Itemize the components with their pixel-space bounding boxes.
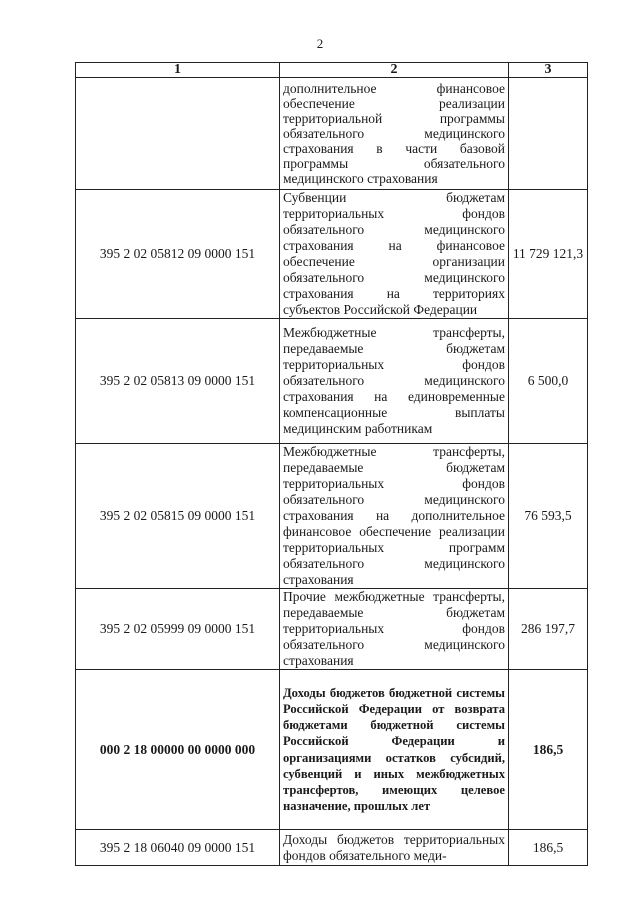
row-code: 395 2 18 06040 09 0000 151 — [76, 830, 280, 866]
column-header-amount: 3 — [509, 63, 588, 78]
table-header-row — [76, 63, 588, 78]
row-code: 395 2 02 05999 09 0000 151 — [76, 589, 280, 670]
row-amount: 186,5 — [509, 670, 588, 830]
row-amount — [509, 78, 588, 190]
row-amount: 286 197,7 — [509, 589, 588, 670]
row-code: 395 2 02 05812 09 0000 151 — [76, 190, 280, 319]
row-code: 395 2 02 05813 09 0000 151 — [76, 319, 280, 444]
row-description: Прочие межбюджетные трансферты, передаваемые бюджетам территориальных фондов обязательного медицинского страхования — [280, 589, 509, 670]
row-description: Межбюджетные трансферты, передаваемые бюджетам территориальных фондов обязательного медицинского страхования на единовременные компенсационные выплаты медицинским работникам — [280, 319, 509, 444]
row-description: Субвенции бюджетам территориальных фондов обязательного медицинского страхования на финансовое обеспечение организации обязательного медицинского страхования на территориях субъектов Российской Федерации — [280, 190, 509, 319]
table-row — [76, 830, 588, 866]
row-code — [76, 78, 280, 190]
row-amount: 76 593,5 — [509, 444, 588, 589]
table-row — [76, 589, 588, 670]
row-amount: 6 500,0 — [509, 319, 588, 444]
row-amount: 186,5 — [509, 830, 588, 866]
page-number: 2 — [316, 36, 324, 51]
row-amount: 11 729 121,3 — [509, 190, 588, 319]
table-row — [76, 444, 588, 589]
row-description: дополнительное финансовое обеспечение реализации территориальной программы обязательного медицинского страхования в части базовой программы обязательного медицинского страхования — [280, 78, 509, 190]
column-header-description: 2 — [280, 63, 509, 78]
table-row — [76, 190, 588, 319]
row-code: 000 2 18 00000 00 0000 000 — [76, 670, 280, 830]
row-code: 395 2 02 05815 09 0000 151 — [76, 444, 280, 589]
budget-revenue-table — [75, 62, 588, 866]
row-description: Доходы бюджетов бюджетной системы Российской Федерации от возврата бюджетами бюджетной системы Российской Федерации и организациями остатков субсидий, субвенций и иных межбюджетных трансфертов, имеющих целевое назначение, прошлых лет — [280, 670, 509, 830]
table-row — [76, 78, 588, 190]
row-description: Доходы бюджетов территориальных фондов обязательного меди- — [280, 830, 509, 866]
column-header-code: 1 — [76, 63, 280, 78]
row-description: Межбюджетные трансферты, передаваемые бюджетам территориальных фондов обязательного медицинского страхования на дополнительное финансовое обеспечение реализации территориальных программ обязательного медицинского страхования — [280, 444, 509, 589]
table-row-total — [76, 670, 588, 830]
table-row — [76, 319, 588, 444]
